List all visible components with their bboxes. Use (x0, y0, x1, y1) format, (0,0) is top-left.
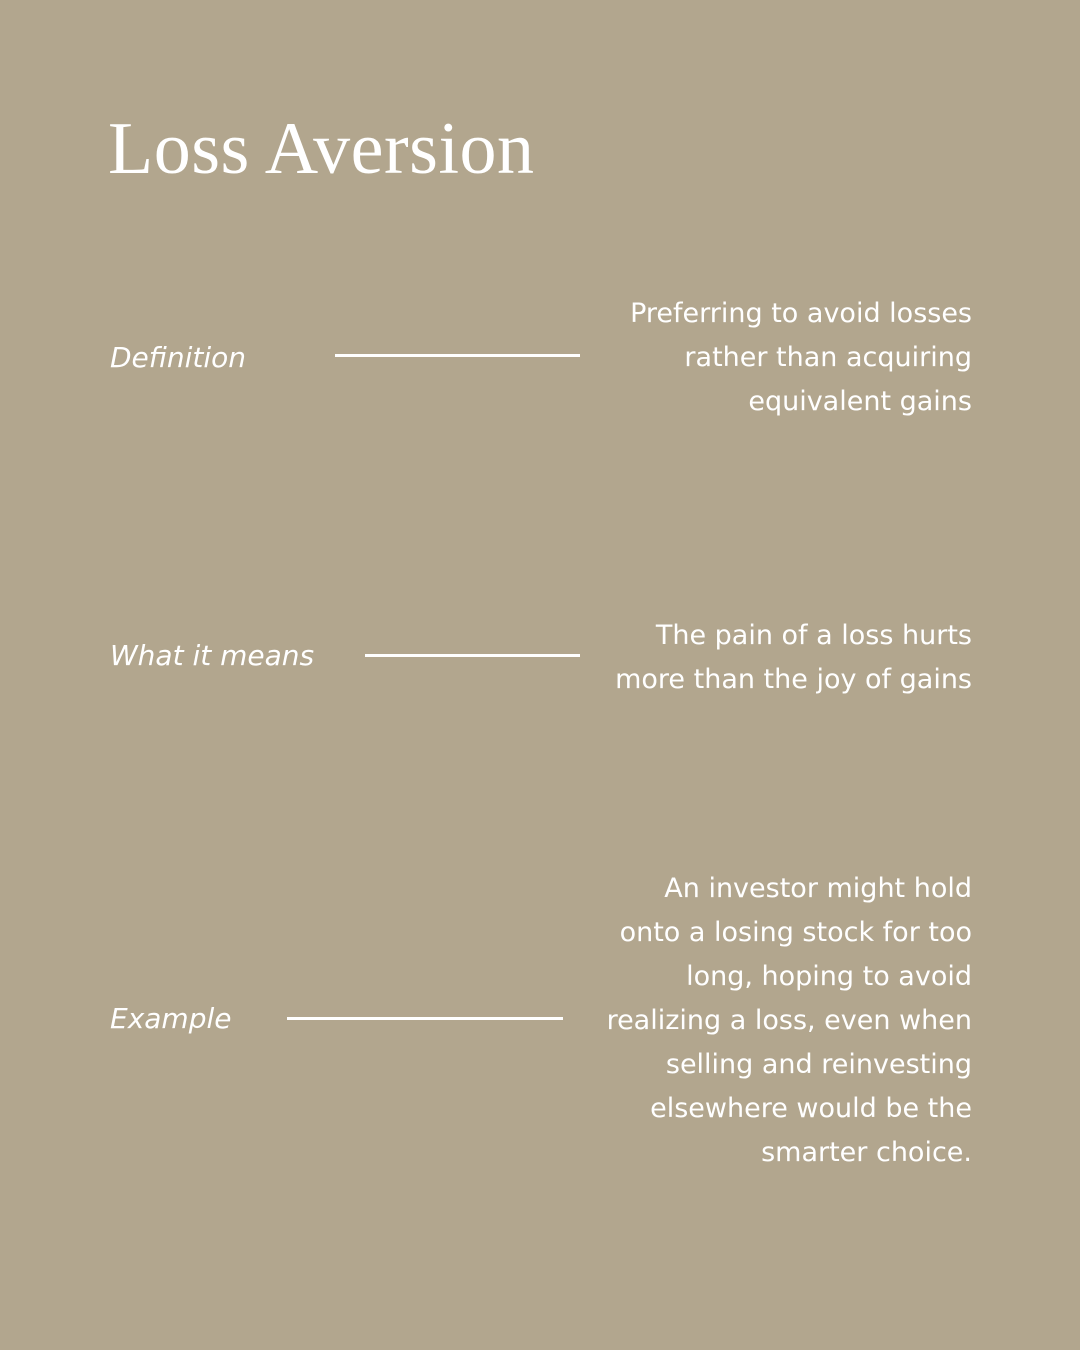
text-line: equivalent gains (748, 386, 972, 417)
text-line: rather than acquiring (684, 342, 972, 373)
text-line: realizing a loss, even when (606, 1005, 972, 1036)
connector-line-what-it-means (365, 654, 580, 657)
section-text-example (607, 867, 972, 1175)
section-label-example: Example (110, 1002, 232, 1035)
text-line: elsewhere would be the (650, 1093, 972, 1124)
text-line: selling and reinvesting (665, 1049, 972, 1080)
text-line: An investor might hold (664, 873, 972, 904)
page-title: Loss Aversion (108, 108, 535, 190)
text-line: smarter choice. (761, 1137, 972, 1168)
text-line: Preferring to avoid losses (630, 298, 972, 329)
text-line: onto a losing stock for too (619, 917, 972, 948)
text-line: The pain of a loss hurts (655, 620, 972, 651)
section-label-definition: Definition (110, 341, 247, 374)
text-line: more than the joy of gains (615, 664, 972, 695)
connector-line-definition (335, 354, 580, 357)
connector-line-example (287, 1017, 563, 1020)
section-label-what-it-means: What it means (110, 639, 315, 672)
section-text-what-it-means (615, 614, 972, 702)
section-text-definition (630, 292, 972, 424)
text-line: long, hoping to avoid (686, 961, 972, 992)
